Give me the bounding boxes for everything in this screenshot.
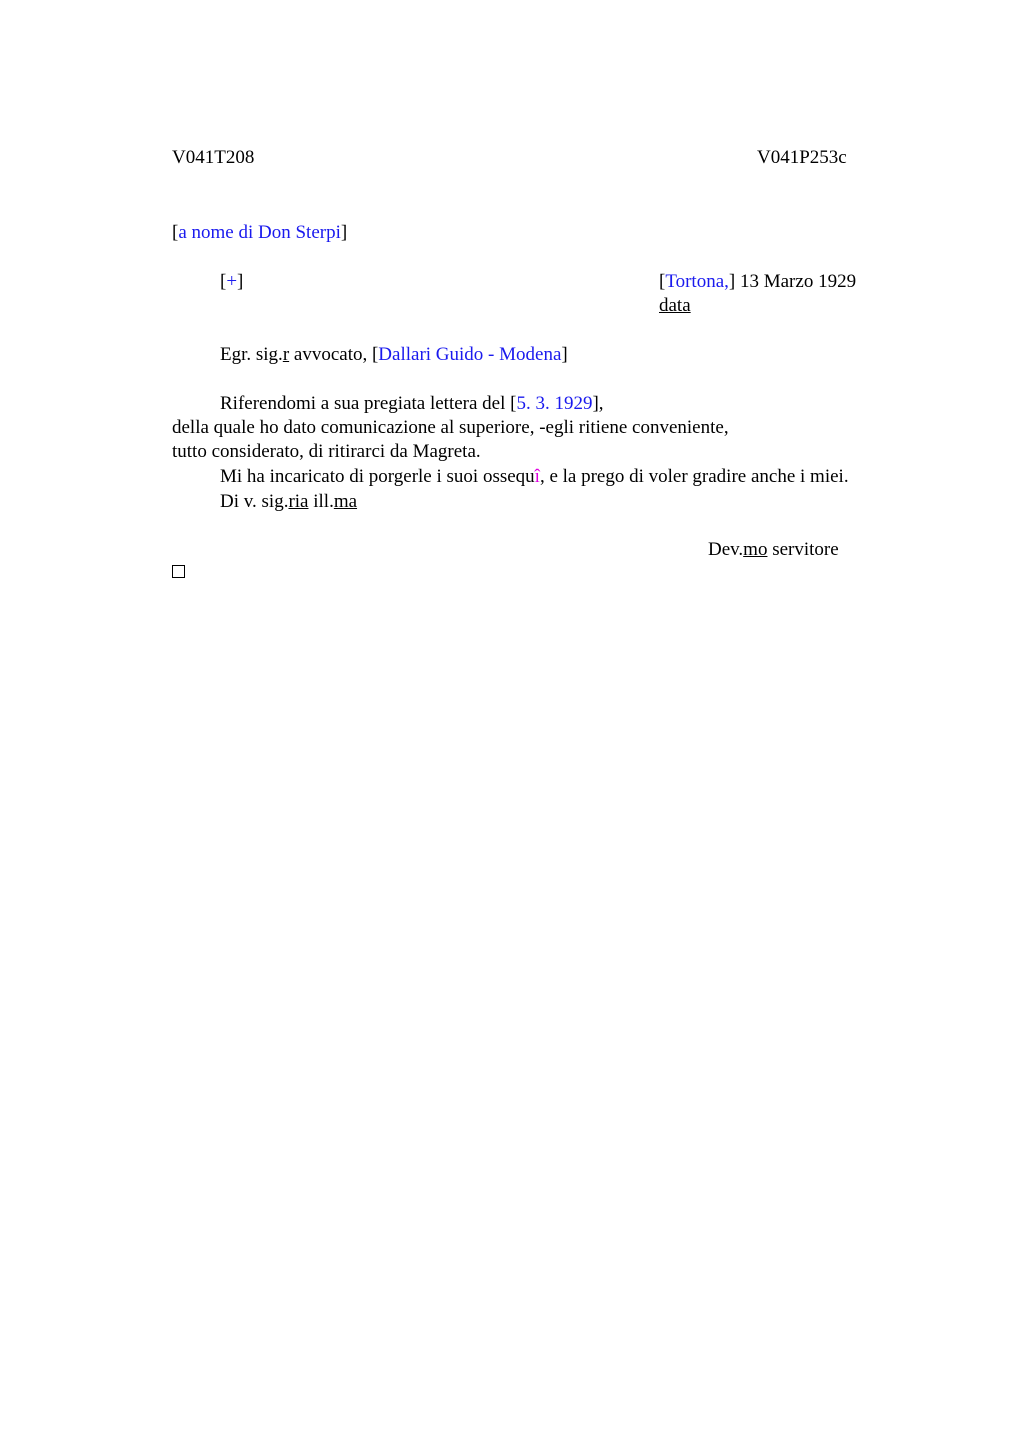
body-line-5-pre: Di v. sig. xyxy=(220,491,289,512)
author-note xyxy=(172,221,347,245)
body-line-5-mid: ill. xyxy=(308,491,334,512)
body-line-1-pre: Riferendomi a sua pregiata lettera del [ xyxy=(220,393,517,414)
body-line-4 xyxy=(220,465,849,489)
correction-mark: î xyxy=(534,466,540,487)
bracket-close: ] xyxy=(728,271,736,292)
salutation xyxy=(220,343,568,367)
dateline-label: data xyxy=(659,295,691,316)
author-note-text: a nome di Don Sterpi xyxy=(178,222,341,243)
salutation-middle: avvocato, [ xyxy=(289,344,379,365)
body-line-4-post: , e la prego di voler gradire anche i miei. xyxy=(539,466,849,487)
body-line-1 xyxy=(220,392,604,416)
body-line-5 xyxy=(220,490,357,514)
header-right-code: V041P253c xyxy=(757,147,847,168)
dateline-date: 13 Marzo 1929 xyxy=(735,271,857,292)
bracket-close: ] xyxy=(561,344,568,365)
bracket-close: ] xyxy=(237,271,244,292)
salutation-abbrev: r xyxy=(282,344,290,365)
bracket-open: [ xyxy=(220,271,227,292)
bracket-open: [ xyxy=(659,271,666,292)
dateline xyxy=(659,270,856,294)
dateline-place: Tortona, xyxy=(665,271,729,292)
body-line-1-post: ], xyxy=(592,393,604,414)
body-line-4-pre: Mi ha incaricato di porgerle i suoi ossequ xyxy=(220,466,535,487)
closing-abbrev: mo xyxy=(743,539,768,560)
body-line-5-abbrev-1: ria xyxy=(288,491,309,512)
cross-symbol: + xyxy=(226,271,238,292)
header-left-code: V041T208 xyxy=(172,147,255,168)
closing-pre: Dev. xyxy=(708,539,744,560)
cross-mark xyxy=(220,270,243,294)
bracket-close: ] xyxy=(340,222,348,243)
body-line-3: tutto considerato, di ritirarci da Magreta. xyxy=(172,441,481,462)
salutation-prefix: Egr. sig. xyxy=(220,344,283,365)
body-line-5-abbrev-2: ma xyxy=(333,491,358,512)
body-line-1-date: 5. 3. 1929 xyxy=(516,393,593,414)
closing xyxy=(708,538,839,562)
salutation-recipient: Dallari Guido - Modena xyxy=(378,344,562,365)
bracket-open: [ xyxy=(172,222,179,243)
checkbox-icon xyxy=(172,565,185,578)
closing-post: servitore xyxy=(767,539,839,560)
body-line-2: della quale ho dato comunicazione al superiore, -egli ritiene conveniente, xyxy=(172,417,729,438)
